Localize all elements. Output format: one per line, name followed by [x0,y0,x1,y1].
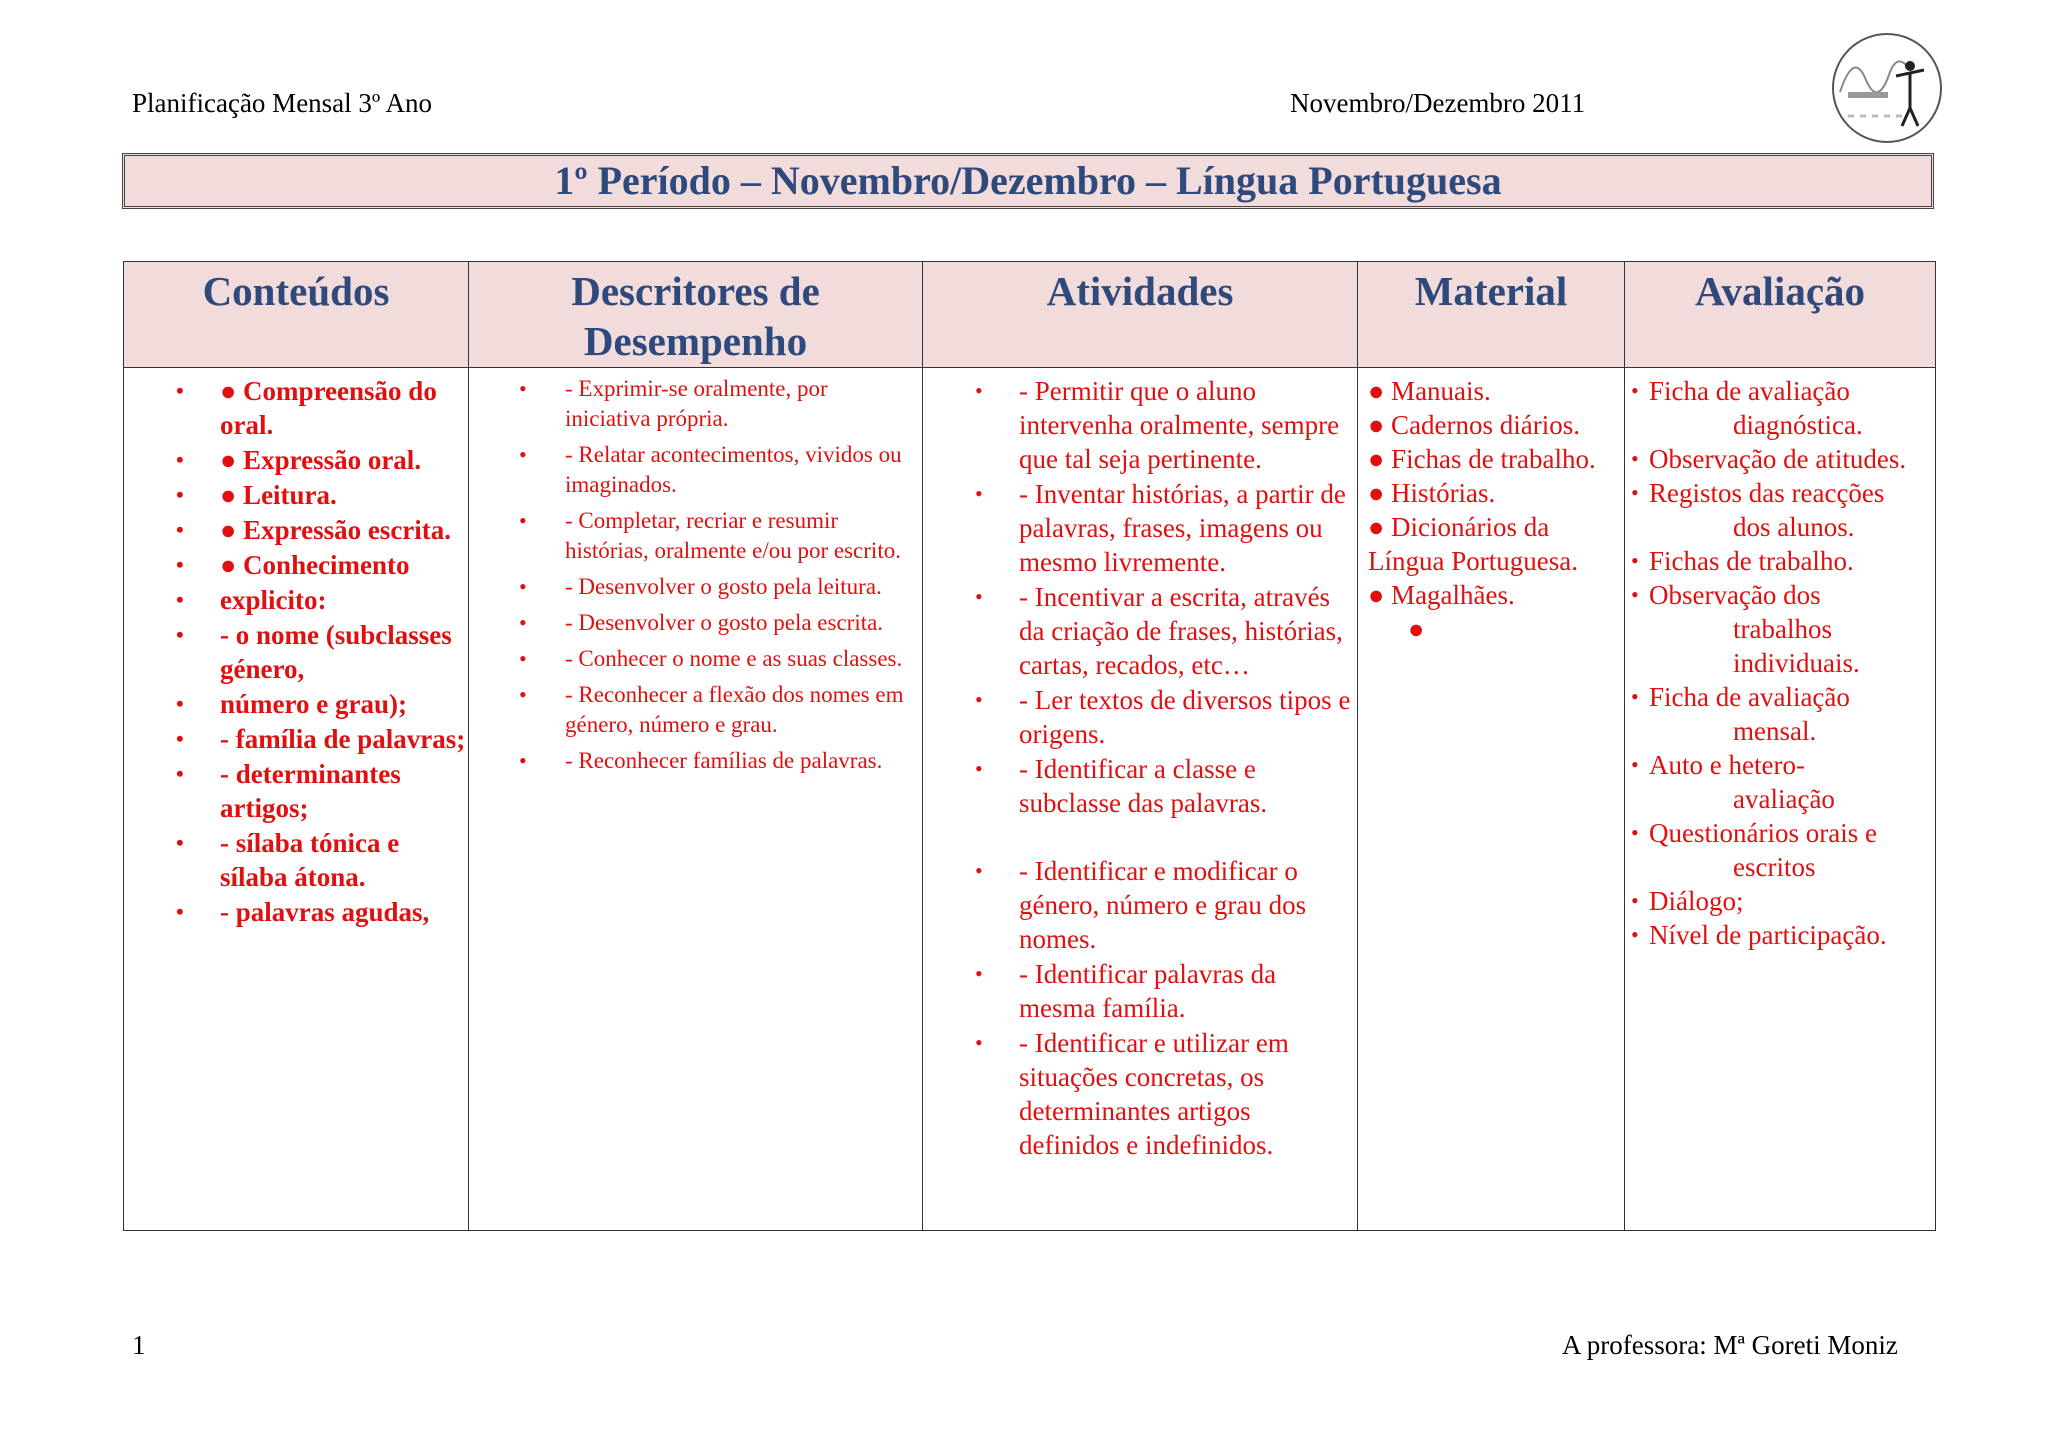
header-right: Novembro/Dezembro 2011 [1290,88,1586,118]
list-item: • - palavras agudas, [124,895,468,929]
item-continuation: avaliação [1733,784,1835,814]
list-item [1625,918,1935,952]
header-avaliacao: Avaliação [1625,262,1936,368]
list-item [1625,442,1935,476]
list-item: • - Desenvolver o gosto pela escrita. [469,608,922,638]
item-text: Auto e hetero- [1649,750,1805,780]
atividades-cell [923,368,1358,1231]
list-item: • - Inventar histórias, a partir de palavras, frases, imagens ou mesmo livremente. [923,477,1357,579]
item-text: Questionários orais e [1649,818,1877,848]
list-item [1625,748,1935,816]
list-item: ● Manuais. [1368,376,1491,406]
planning-table [123,261,1936,1231]
list-item: ● Cadernos diários. [1368,410,1581,440]
item-continuation: escritos [1733,852,1816,882]
item-text: Observação dos [1649,580,1821,610]
list-item: • ● Expressão escrita. [124,513,468,547]
list-item: • - Completar, recriar e resumir histórias, oralmente e/ou por escrito. [469,506,922,566]
list-item [1625,884,1935,918]
list-item: • - Identificar a classe e subclasse das palavras. [923,752,1357,820]
header-conteudos: Conteúdos [124,262,469,368]
item-text: Diálogo; [1649,886,1744,916]
list-item: • número e grau); [124,687,468,721]
header-descritores: Descritores de Desempenho [469,262,923,368]
list-item: • ● Compreensão do oral. [124,374,468,442]
teacher-signature: A professora: Mª Goreti Moniz [1562,1330,1898,1360]
list-item: • - Incentivar a escrita, através da criação de frases, histórias, cartas, recados, etc… [923,580,1357,682]
list-item: • - Relatar acontecimentos, vividos ou imaginados. [469,440,922,500]
list-item: • - Identificar e utilizar em situações concretas, os determinantes artigos definidos e indefinidos. [923,1026,1357,1162]
list-item: • - Identificar e modificar o género, número e grau dos nomes. [923,854,1357,956]
page-title: 1º Período – Novembro/Dezembro – Língua Portuguesa [122,153,1934,209]
list-item: • - Conhecer o nome e as suas classes. [469,644,922,674]
item-text: Ficha de avaliação [1649,682,1850,712]
item-continuation: mensal. [1733,716,1817,746]
item-continuation: diagnóstica. [1733,410,1863,440]
item-text: Observação de atitudes. [1649,444,1907,474]
item-text: Ficha de avaliação [1649,376,1850,406]
page-number: 1 [132,1330,146,1360]
list-item: • ● Leitura. [124,478,468,512]
item-continuation: dos alunos. [1733,512,1855,542]
item-text: Registos das reacções [1649,478,1885,508]
list-item: • - sílaba tónica e sílaba átona. [124,826,468,894]
list-item [1625,816,1935,884]
list-item: • - Ler textos de diversos tipos e origens. [923,683,1357,751]
empty-bullet: ● [1408,614,1425,644]
list-item [1625,578,1935,680]
item-text: Nível de participação. [1649,920,1887,950]
list-item: ● Magalhães. [1368,580,1515,610]
list-item: • explicito: [124,583,468,617]
header-material: Material [1358,262,1625,368]
list-item: • - determinantes artigos; [124,757,468,825]
item-text: Fichas de trabalho. [1649,546,1854,576]
list-item: • - Reconhecer a flexão dos nomes em género, número e grau. [469,680,922,740]
list-item [1625,374,1935,442]
list-item: • ● Conhecimento [124,548,468,582]
header-left: Planificação Mensal 3º Ano [132,88,433,118]
list-item: • - família de palavras; [124,722,468,756]
header-atividades: Atividades [923,262,1358,368]
conteudos-cell [124,368,469,1231]
school-logo-icon [1826,30,1948,146]
list-item: • - Exprimir-se oralmente, por iniciativa própria. [469,374,922,434]
list-item [1625,680,1935,748]
list-item: • - o nome (subclasses género, [124,618,468,686]
material-cell [1358,368,1625,1231]
item-continuation: trabalhos individuais. [1733,614,1860,678]
list-item: • - Reconhecer famílias de palavras. [469,746,922,776]
list-item: ● Fichas de trabalho. [1368,444,1596,474]
list-item [1625,544,1935,578]
list-item: • - Permitir que o aluno intervenha oralmente, sempre que tal seja pertinente. [923,374,1357,476]
list-item: • - Desenvolver o gosto pela leitura. [469,572,922,602]
list-item: • - Identificar palavras da mesma família. [923,957,1357,1025]
list-item: ● Dicionários da Língua Portuguesa. [1368,512,1578,576]
list-item: ● Histórias. [1368,478,1496,508]
avaliacao-cell [1625,368,1936,1231]
list-item [1625,476,1935,544]
list-item: • ● Expressão oral. [124,443,468,477]
descritores-cell [469,368,923,1231]
